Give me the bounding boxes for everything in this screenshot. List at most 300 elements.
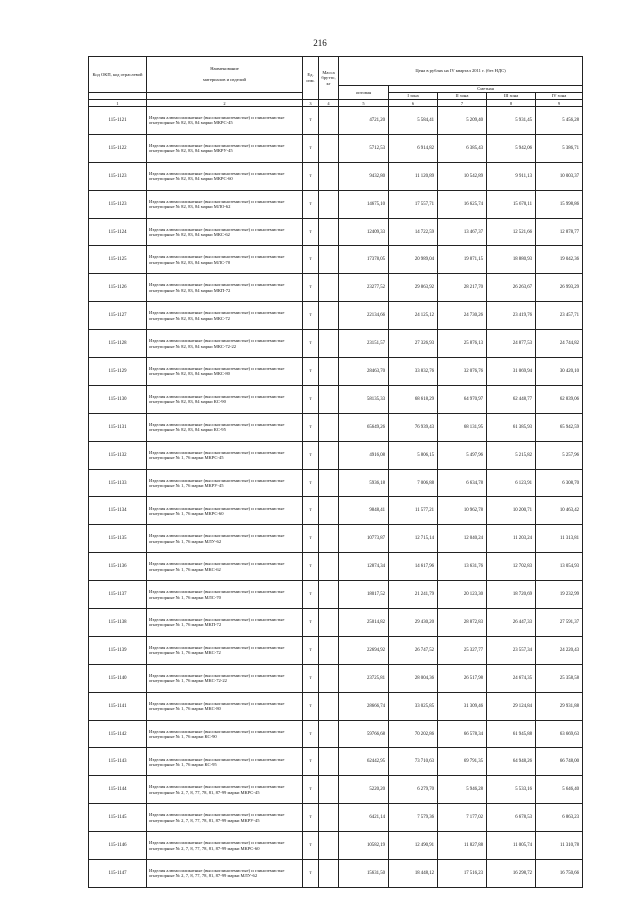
product-code: 115-1130 [89, 385, 147, 413]
price-wholesale: 58135,33 [339, 385, 389, 413]
product-name: Изделия алюмосиликатные (высокоглиноземистые) и глиноземистые огнеупорные № 1, 76 марки МКС-62 [147, 553, 303, 581]
price-wholesale: 9432,80 [339, 162, 389, 190]
price-zone-2: 19 871,15 [438, 246, 487, 274]
price-wholesale: 6421,14 [339, 804, 389, 832]
price-zone-3: 12 702,83 [487, 553, 536, 581]
price-zone-2: 28 217,70 [438, 274, 487, 302]
price-wholesale: 59766,68 [339, 720, 389, 748]
gross-mass [319, 832, 339, 860]
price-zone-4: 23 457,71 [536, 302, 583, 330]
unit: т [303, 804, 319, 832]
unit: т [303, 441, 319, 469]
col-number: 8 [487, 100, 536, 107]
product-code: 115-1138 [89, 609, 147, 637]
page-number: 216 [313, 38, 327, 48]
price-zone-4: 16 750,66 [536, 860, 583, 888]
col-number: 2 [147, 100, 303, 107]
product-name: Изделия алюмосиликатные (высокоглиноземистые) и глиноземистые огнеупорные № 1, 76 марки КС-95 [147, 748, 303, 776]
product-code: 115-1121 [89, 107, 147, 135]
product-code: 115-1123 [89, 190, 147, 218]
price-zone-4: 11 313,81 [536, 525, 583, 553]
price-zone-3: 18 720,69 [487, 581, 536, 609]
table-row [89, 469, 583, 497]
product-code: 115-1123 [89, 162, 147, 190]
col-number: 5 [339, 100, 389, 107]
price-zone-2: 5 946,28 [438, 776, 487, 804]
price-zone-1: 12 490,91 [389, 832, 438, 860]
product-name: Изделия алюмосиликатные (высокоглиноземистые) и глиноземистые огнеупорные № 82, 83, 84 марки МКС-72-22 [147, 330, 303, 358]
product-name: Изделия алюмосиликатные (высокоглиноземистые) и глиноземистые огнеупорные № 1, 76 марки МКП-72 [147, 609, 303, 637]
unit: т [303, 553, 319, 581]
product-code: 115-1134 [89, 497, 147, 525]
price-zone-4: 65 942,59 [536, 413, 583, 441]
price-zone-4: 19 042,36 [536, 246, 583, 274]
price-zone-2: 28 872,83 [438, 609, 487, 637]
product-name: Изделия алюмосиликатные (высокоглиноземистые) и глиноземистые огнеупорные № 82, 83, 84 марки МКС-80 [147, 358, 303, 386]
price-zone-3: 62 448,77 [487, 385, 536, 413]
price-zone-1: 68 618,29 [389, 385, 438, 413]
product-code: 115-1131 [89, 413, 147, 441]
product-name: Изделия алюмосиликатные (высокоглиноземистые) и глиноземистые огнеупорные № 82, 83, 84 марки КС-90 [147, 385, 303, 413]
header-zone-group: Сметная [389, 86, 583, 93]
gross-mass [319, 636, 339, 664]
price-zone-1: 21 241,79 [389, 581, 438, 609]
price-zone-3: 5 942,06 [487, 134, 536, 162]
price-zone-3: 24 877,53 [487, 330, 536, 358]
price-zone-3: 61 385,93 [487, 413, 536, 441]
price-zone-2: 25 327,77 [438, 636, 487, 664]
gross-mass [319, 609, 339, 637]
gross-mass [319, 525, 339, 553]
header-name-line1: Наименование [210, 66, 239, 72]
unit: т [303, 497, 319, 525]
gross-mass [319, 302, 339, 330]
price-zone-1: 11 120,89 [389, 162, 438, 190]
price-wholesale: 28463,70 [339, 358, 389, 386]
gross-mass [319, 720, 339, 748]
price-zone-4: 15 998,86 [536, 190, 583, 218]
table-row [89, 692, 583, 720]
price-wholesale: 5936,18 [339, 469, 389, 497]
gross-mass [319, 358, 339, 386]
header-zone-2: II зона [438, 93, 487, 100]
price-zone-4: 5 257,96 [536, 441, 583, 469]
price-wholesale: 14675,10 [339, 190, 389, 218]
product-name: Изделия алюмосиликатные (высокоглиноземистые) и глиноземистые огнеупорные № 1, 76 марки МКС-80 [147, 692, 303, 720]
product-name: Изделия алюмосиликатные (высокоглиноземистые) и глиноземистые огнеупорные № 1, 76 марки МКРУ-45 [147, 469, 303, 497]
product-code: 115-1139 [89, 636, 147, 664]
product-code: 115-1128 [89, 330, 147, 358]
price-wholesale: 5220,20 [339, 776, 389, 804]
price-zone-3: 6 678,53 [487, 804, 536, 832]
unit: т [303, 162, 319, 190]
table-row [89, 134, 583, 162]
product-name: Изделия алюмосиликатные (высокоглиноземистые) и глиноземистые огнеупорные № 2, 7, 8, 77, 78, 81, 87-99 марки МКРС-60 [147, 832, 303, 860]
table-row [89, 330, 583, 358]
price-wholesale: 10582,19 [339, 832, 389, 860]
price-zone-3: 12 521,66 [487, 218, 536, 246]
price-zone-1: 6 914,82 [389, 134, 438, 162]
unit: т [303, 469, 319, 497]
price-wholesale: 23151,57 [339, 330, 389, 358]
price-wholesale: 23277,52 [339, 274, 389, 302]
gross-mass [319, 469, 339, 497]
gross-mass [319, 804, 339, 832]
unit: т [303, 692, 319, 720]
gross-mass [319, 274, 339, 302]
product-code: 115-1137 [89, 581, 147, 609]
price-zone-3: 5 533,16 [487, 776, 536, 804]
price-zone-1: 29 863,92 [389, 274, 438, 302]
header-code: Код ОКП, код отраслевой [89, 57, 147, 93]
unit: т [303, 218, 319, 246]
unit: т [303, 246, 319, 274]
price-zone-2: 10 962,78 [438, 497, 487, 525]
price-zone-4: 27 591,37 [536, 609, 583, 637]
header-opt: оптовая [339, 86, 389, 100]
price-zone-4: 12 878,77 [536, 218, 583, 246]
price-wholesale: 62442,95 [339, 748, 389, 776]
unit: т [303, 413, 319, 441]
price-zone-1: 7 006,88 [389, 469, 438, 497]
price-zone-3: 24 674,35 [487, 664, 536, 692]
price-zone-1: 5 806,15 [389, 441, 438, 469]
price-zone-3: 31 069,94 [487, 358, 536, 386]
product-name: Изделия алюмосиликатные (высокоглиноземистые) и глиноземистые огнеупорные № 82, 83, 84 марки КС-95 [147, 413, 303, 441]
price-zone-1: 7 579,36 [389, 804, 438, 832]
price-wholesale: 22694,92 [339, 636, 389, 664]
product-code: 115-1125 [89, 246, 147, 274]
gross-mass [319, 692, 339, 720]
unit: т [303, 776, 319, 804]
price-zone-2: 5 497,96 [438, 441, 487, 469]
price-zone-4: 6 308,70 [536, 469, 583, 497]
gross-mass [319, 581, 339, 609]
price-zone-3: 6 123,91 [487, 469, 536, 497]
unit: т [303, 636, 319, 664]
unit: т [303, 609, 319, 637]
price-wholesale: 18017,52 [339, 581, 389, 609]
header-blank-2 [147, 93, 303, 100]
product-name: Изделия алюмосиликатные (высокоглиноземистые) и глиноземистые огнеупорные № 82, 83, 84 марки МКРУ-45 [147, 134, 303, 162]
table-row [89, 581, 583, 609]
price-zone-3: 18 880,93 [487, 246, 536, 274]
gross-mass [319, 497, 339, 525]
price-zone-1: 27 326,93 [389, 330, 438, 358]
price-zone-3: 23 419,76 [487, 302, 536, 330]
price-zone-3: 64 948,26 [487, 748, 536, 776]
unit: т [303, 832, 319, 860]
table-row [89, 385, 583, 413]
price-zone-2: 6 385,43 [438, 134, 487, 162]
price-zone-1: 17 557,71 [389, 190, 438, 218]
price-zone-3: 10 200,71 [487, 497, 536, 525]
price-zone-3: 5 931,45 [487, 107, 536, 135]
price-wholesale: 23725,81 [339, 664, 389, 692]
product-code: 115-1135 [89, 525, 147, 553]
price-wholesale: 5712,53 [339, 134, 389, 162]
price-zone-4: 5 456,28 [536, 107, 583, 135]
price-wholesale: 12874,34 [339, 553, 389, 581]
product-name: Изделия алюмосиликатные (высокоглиноземистые) и глиноземистые огнеупорные № 82, 83, 84 марки МКРС-45 [147, 107, 303, 135]
price-zone-1: 11 577,21 [389, 497, 438, 525]
gross-mass [319, 107, 339, 135]
col-number: 7 [438, 100, 487, 107]
price-zone-1: 33 025,85 [389, 692, 438, 720]
price-wholesale: 4721,20 [339, 107, 389, 135]
price-wholesale: 22134,66 [339, 302, 389, 330]
unit: т [303, 358, 319, 386]
unit: т [303, 190, 319, 218]
unit: т [303, 385, 319, 413]
gross-mass [319, 134, 339, 162]
product-code: 115-1127 [89, 302, 147, 330]
price-zone-1: 20 989,04 [389, 246, 438, 274]
unit: т [303, 525, 319, 553]
price-zone-2: 13 631,76 [438, 553, 487, 581]
price-zone-1: 14 617,96 [389, 553, 438, 581]
price-zone-1: 28 004,36 [389, 664, 438, 692]
table-row [89, 413, 583, 441]
gross-mass [319, 748, 339, 776]
product-code: 115-1144 [89, 776, 147, 804]
table-row [89, 218, 583, 246]
col-number: 9 [536, 100, 583, 107]
price-zone-2: 13 467,37 [438, 218, 487, 246]
col-number: 3 [303, 100, 319, 107]
price-zone-2: 64 970,97 [438, 385, 487, 413]
price-zone-2: 6 634,78 [438, 469, 487, 497]
col-number: 1 [89, 100, 147, 107]
unit: т [303, 134, 319, 162]
price-zone-4: 6 863,23 [536, 804, 583, 832]
price-zone-3: 16 298,72 [487, 860, 536, 888]
gross-mass [319, 776, 339, 804]
price-zone-1: 33 832,76 [389, 358, 438, 386]
price-zone-2: 20 123,30 [438, 581, 487, 609]
unit: т [303, 274, 319, 302]
product-code: 115-1129 [89, 358, 147, 386]
product-code: 115-1140 [89, 664, 147, 692]
price-zone-4: 10 003,37 [536, 162, 583, 190]
table-row [89, 497, 583, 525]
price-zone-4: 5 386,71 [536, 134, 583, 162]
table-row [89, 358, 583, 386]
price-zone-2: 69 791,35 [438, 748, 487, 776]
unit: т [303, 302, 319, 330]
price-zone-2: 12 040,24 [438, 525, 487, 553]
price-zone-4: 24 744,82 [536, 330, 583, 358]
price-zone-4: 10 463,42 [536, 497, 583, 525]
gross-mass [319, 218, 339, 246]
product-name: Изделия алюмосиликатные (высокоглиноземистые) и глиноземистые огнеупорные № 2, 7, 8, 77, 78, 81, 87-99 марки МКРС-45 [147, 776, 303, 804]
price-zone-3: 11 005,74 [487, 832, 536, 860]
gross-mass [319, 553, 339, 581]
price-zone-4: 26 993,29 [536, 274, 583, 302]
header-mass: Масса брутто, кг [319, 57, 339, 100]
price-zone-3: 9 911,13 [487, 162, 536, 190]
table-row [89, 274, 583, 302]
product-name: Изделия алюмосиликатные (высокоглиноземистые) и глиноземистые огнеупорные № 82, 83, 84 марки МКП-72 [147, 274, 303, 302]
gross-mass [319, 441, 339, 469]
price-wholesale: 15631,50 [339, 860, 389, 888]
product-name: Изделия алюмосиликатные (высокоглиноземистые) и глиноземистые огнеупорные № 1, 76 марки МКС-72-22 [147, 664, 303, 692]
table-row [89, 832, 583, 860]
price-wholesale: 9848,41 [339, 497, 389, 525]
unit: т [303, 720, 319, 748]
table-row [89, 107, 583, 135]
gross-mass [319, 246, 339, 274]
price-zone-3: 23 557,34 [487, 636, 536, 664]
product-name: Изделия алюмосиликатные (высокоглиноземистые) и глиноземистые огнеупорные № 1, 76 марки МЛС-70 [147, 581, 303, 609]
product-name: Изделия алюмосиликатные (высокоглиноземистые) и глиноземистые огнеупорные № 2, 7, 8, 77, 78, 81, 87-99 марки МЛУ-62 [147, 860, 303, 888]
price-zone-4: 63 669,63 [536, 720, 583, 748]
price-wholesale: 25014,82 [339, 609, 389, 637]
price-zone-3: 29 124,84 [487, 692, 536, 720]
price-wholesale: 28666,74 [339, 692, 389, 720]
table-row [89, 190, 583, 218]
header-zone-4: IV зона [536, 93, 583, 100]
price-table [88, 56, 583, 888]
price-zone-2: 10 542,89 [438, 162, 487, 190]
price-zone-2: 24 730,26 [438, 302, 487, 330]
header-zone-1: I зона [389, 93, 438, 100]
price-zone-2: 5 209,40 [438, 107, 487, 135]
header-unit: Ед. изм. [303, 57, 319, 100]
price-zone-3: 61 945,88 [487, 720, 536, 748]
price-zone-4: 25 358,58 [536, 664, 583, 692]
price-zone-2: 31 309,46 [438, 692, 487, 720]
product-name: Изделия алюмосиликатные (высокоглиноземистые) и глиноземистые огнеупорные № 82, 83, 84 марки МКС-72 [147, 302, 303, 330]
table-row [89, 302, 583, 330]
product-code: 115-1146 [89, 832, 147, 860]
table-row [89, 553, 583, 581]
price-zone-1: 18 448,12 [389, 860, 438, 888]
product-code: 115-1142 [89, 720, 147, 748]
price-zone-2: 11 827,88 [438, 832, 487, 860]
product-code: 115-1143 [89, 748, 147, 776]
price-zone-1: 29 430,20 [389, 609, 438, 637]
product-name: Изделия алюмосиликатные (высокоглиноземистые) и глиноземистые огнеупорные № 1, 76 марки МКРС-45 [147, 441, 303, 469]
gross-mass [319, 162, 339, 190]
price-zone-4: 13 054,93 [536, 553, 583, 581]
price-wholesale: 10773,87 [339, 525, 389, 553]
price-zone-2: 25 876,13 [438, 330, 487, 358]
product-code: 115-1132 [89, 441, 147, 469]
table-row [89, 609, 583, 637]
gross-mass [319, 385, 339, 413]
gross-mass [319, 190, 339, 218]
price-zone-1: 73 710,63 [389, 748, 438, 776]
col-number: 4 [319, 100, 339, 107]
price-zone-1: 76 939,43 [389, 413, 438, 441]
price-zone-4: 29 931,88 [536, 692, 583, 720]
price-zone-4: 11 310,78 [536, 832, 583, 860]
price-zone-4: 19 232,99 [536, 581, 583, 609]
price-wholesale: 17378,05 [339, 246, 389, 274]
unit: т [303, 107, 319, 135]
header-zone-3: III зона [487, 93, 536, 100]
header-name-line2: материалов и изделий [203, 77, 246, 83]
price-zone-1: 12 715,14 [389, 525, 438, 553]
table-row [89, 636, 583, 664]
unit: т [303, 581, 319, 609]
unit: т [303, 860, 319, 888]
product-name: Изделия алюмосиликатные (высокоглиноземистые) и глиноземистые огнеупорные № 82, 83, 84 марки МКРС-60 [147, 162, 303, 190]
unit: т [303, 748, 319, 776]
header-name [147, 57, 303, 93]
price-zone-2: 7 177,02 [438, 804, 487, 832]
price-zone-4: 24 220,43 [536, 636, 583, 664]
price-zone-2: 66 578,34 [438, 720, 487, 748]
price-zone-2: 16 625,74 [438, 190, 487, 218]
table-row [89, 246, 583, 274]
gross-mass [319, 413, 339, 441]
price-zone-1: 24 125,12 [389, 302, 438, 330]
product-name: Изделия алюмосиликатные (высокоглиноземистые) и глиноземистые огнеупорные № 2, 7, 8, 77, 78, 81, 87-99 марки МКРУ-45 [147, 804, 303, 832]
gross-mass [319, 664, 339, 692]
price-zone-3: 5 215,82 [487, 441, 536, 469]
unit: т [303, 330, 319, 358]
price-zone-4: 62 839,06 [536, 385, 583, 413]
table-row [89, 441, 583, 469]
price-zone-4: 30 420,10 [536, 358, 583, 386]
gross-mass [319, 330, 339, 358]
price-zone-1: 5 584,41 [389, 107, 438, 135]
product-name: Изделия алюмосиликатные (высокоглиноземистые) и глиноземистые огнеупорные № 82, 83, 84 марки МЛО-62 [147, 190, 303, 218]
header-blank-1 [89, 93, 147, 100]
product-name: Изделия алюмосиликатные (высокоглиноземистые) и глиноземистые огнеупорные № 1, 76 марки МЛУ-62 [147, 525, 303, 553]
product-code: 115-1124 [89, 218, 147, 246]
product-name: Изделия алюмосиликатные (высокоглиноземистые) и глиноземистые огнеупорные № 82, 83, 84 марки МКС-62 [147, 218, 303, 246]
price-zone-4: 66 748,00 [536, 748, 583, 776]
col-number: 6 [389, 100, 438, 107]
product-code: 115-1133 [89, 469, 147, 497]
table-row [89, 525, 583, 553]
product-code: 115-1136 [89, 553, 147, 581]
price-zone-3: 26 447,33 [487, 609, 536, 637]
table-row [89, 804, 583, 832]
header-price-title: Цена в рублях на IV квартал 2011 г. (без НДС) [339, 57, 583, 86]
product-name: Изделия алюмосиликатные (высокоглиноземистые) и глиноземистые огнеупорные № 82, 83, 84 марки МЛС-70 [147, 246, 303, 274]
table-row [89, 162, 583, 190]
product-code: 115-1126 [89, 274, 147, 302]
price-wholesale: 65649,26 [339, 413, 389, 441]
price-zone-2: 26 517,98 [438, 664, 487, 692]
table-row [89, 720, 583, 748]
price-wholesale: 12409,33 [339, 218, 389, 246]
price-zone-1: 14 722,59 [389, 218, 438, 246]
product-name: Изделия алюмосиликатные (высокоглиноземистые) и глиноземистые огнеупорные № 1, 76 марки МКРС-60 [147, 497, 303, 525]
price-zone-1: 26 747,52 [389, 636, 438, 664]
table-row [89, 748, 583, 776]
price-zone-3: 11 203,24 [487, 525, 536, 553]
price-zone-2: 17 516,23 [438, 860, 487, 888]
price-zone-3: 15 670,11 [487, 190, 536, 218]
product-code: 115-1122 [89, 134, 147, 162]
product-code: 115-1147 [89, 860, 147, 888]
price-zone-3: 26 263,67 [487, 274, 536, 302]
table-row [89, 860, 583, 888]
price-zone-4: 5 646,40 [536, 776, 583, 804]
price-zone-1: 70 202,86 [389, 720, 438, 748]
product-name: Изделия алюмосиликатные (высокоглиноземистые) и глиноземистые огнеупорные № 1, 76 марки КС-90 [147, 720, 303, 748]
product-name: Изделия алюмосиликатные (высокоглиноземистые) и глиноземистые огнеупорные № 1, 76 марки МКС-72 [147, 636, 303, 664]
price-zone-2: 32 076,76 [438, 358, 487, 386]
table-row [89, 664, 583, 692]
price-zone-1: 6 279,70 [389, 776, 438, 804]
product-code: 115-1145 [89, 804, 147, 832]
